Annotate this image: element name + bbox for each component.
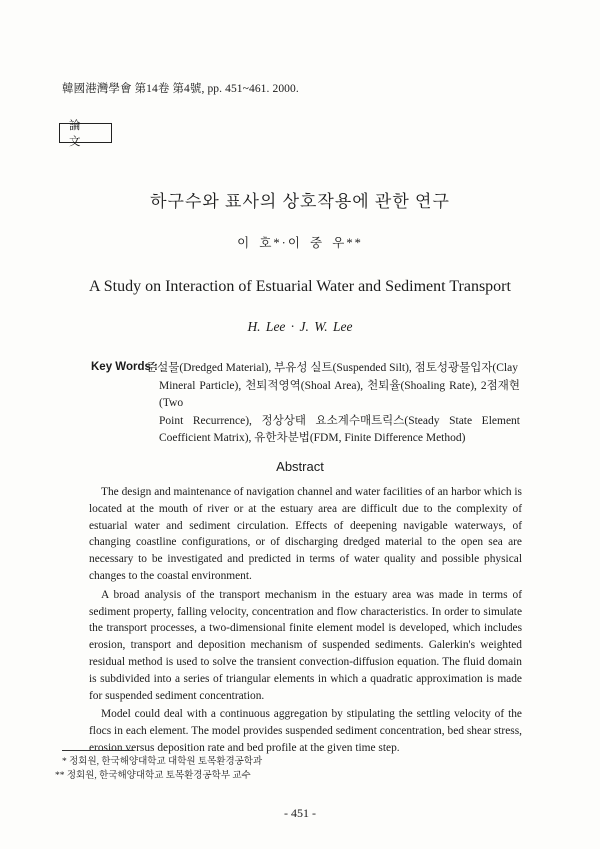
keywords-line: Coefficient Matrix), 유한차분법(FDM, Finite Difference Method) (159, 432, 466, 444)
abstract-paragraph: The design and maintenance of navigation channel and water facilities of an harbor which is located at the mouth of river or at the estuary area are difficult due to the complexity of estuarial water and sediment circulation. Effects of deepening navigable waterways, of changing coastline configurations, or of discharging dredged material to the open sea are necessary to be investigated and predicted in terms of water quality and possible physical changes to the coastal environment. (89, 486, 522, 582)
english-authors: H. Lee · J. W. Lee (247, 319, 353, 334)
footnote-divider (62, 750, 134, 751)
footnotes (55, 755, 262, 783)
footnote-1: * 정회원, 한국해양대학교 대학원 토목환경공학과 (62, 757, 263, 767)
english-title: A Study on Interaction of Estuarial Water and Sediment Transport (89, 278, 511, 295)
korean-authors: 이 호*·이 중 우** (237, 236, 363, 250)
korean-title: 하구수와 표사의 상호작용에 관한 연구 (150, 192, 450, 211)
article-type-box: 論 文 (59, 123, 112, 143)
keywords-label: Key Words : (91, 361, 158, 373)
page-number: - 451 - (284, 806, 316, 820)
keywords-line: 준설물(Dredged Material), 부유성 실트(Suspended Silt), 점토성광물입자(Clay (146, 362, 518, 374)
footnote-2: ** 정회원, 한국해양대학교 토목환경공학부 교수 (55, 771, 251, 781)
keywords-text (146, 360, 520, 448)
keywords-line: Point Recurrence), 정상상태 요소계수매트릭스(Steady State Element (159, 414, 520, 427)
journal-citation: 韓國港灣學會 第14卷 第4號, pp. 451~461. 2000. (62, 83, 299, 95)
abstract-heading: Abstract (276, 459, 324, 474)
abstract-paragraph: A broad analysis of the transport mechanism in the estuary area was made in terms of sediment property, falling velocity, concentration and flow characteristics. In order to simulate the transport processes, a two-dimensional finite element model is developed, which includes erosion, transport and deposition mechanism of suspended sediments. Galerkin's weighted residual method is used to solve the transient convection-diffusion equation. The fluid domain is subdivided into a series of triangular elements in which a quadratic approximation is made for suspended sediment concentration. (89, 588, 522, 702)
abstract-body (89, 484, 522, 759)
abstract-paragraph: Model could deal with a continuous aggregation by stipulating the settling velocity of the flocs in each element. The model provides suspended sediment concentration, bed shear stress, erosion versus deposition rate and bed profile at the given time step. (89, 708, 522, 754)
keywords-line: Mineral Particle), 천퇴적영역(Shoal Area), 천퇴율(Shoaling Rate), 2점재현(Two (159, 379, 520, 409)
